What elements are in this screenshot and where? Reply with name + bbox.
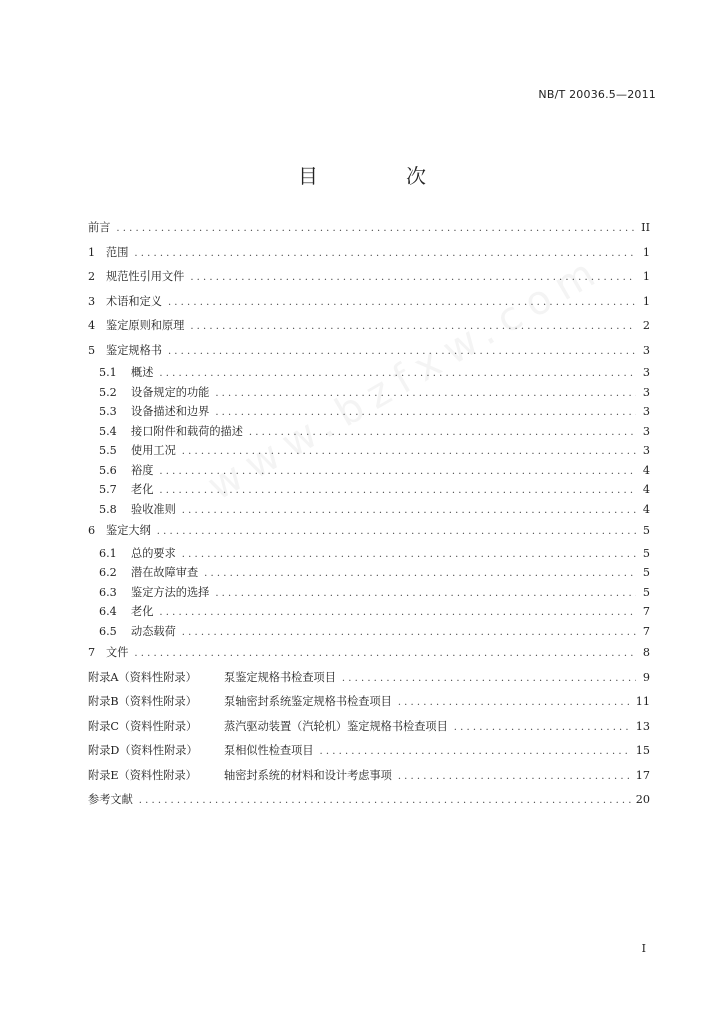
toc-entry[interactable]	[88, 383, 650, 403]
toc-dot-leader	[398, 691, 632, 716]
toc-entry-label: 裕度	[131, 463, 154, 477]
toc-entry-label: 验收准则	[131, 502, 176, 516]
toc-entry-page: 1	[642, 245, 650, 259]
toc-entry-label: 设备规定的功能	[131, 385, 210, 399]
toc-entry-page: 3	[642, 405, 650, 418]
page-number: I	[641, 942, 646, 955]
toc-dot-leader	[204, 564, 636, 584]
toc-entry-number: 6.3	[99, 585, 117, 599]
toc-entry[interactable]	[88, 290, 650, 315]
standard-code: NB/T 20036.5—2011	[538, 88, 656, 101]
toc-entry[interactable]	[88, 764, 650, 789]
toc-dot-leader	[215, 384, 636, 404]
toc-entry-label: 使用工况	[131, 444, 176, 457]
toc-entry-number: 5.1	[99, 366, 117, 379]
toc-entry-number: 2	[88, 270, 96, 283]
toc-dot-leader	[116, 217, 636, 242]
toc-entry-page: 3	[642, 424, 650, 438]
toc-entry-label: 泵轴密封系统鉴定规格书检查项目	[224, 695, 392, 708]
toc-dot-leader	[182, 442, 636, 462]
toc-entry-number: 6.5	[99, 624, 117, 638]
toc-entry[interactable]	[88, 641, 650, 666]
toc-dot-leader	[215, 584, 636, 604]
toc-entry[interactable]	[88, 241, 650, 266]
toc-entry-page: 11	[635, 695, 650, 708]
toc-entry-label: 总的要求	[131, 546, 176, 560]
toc-entry-number: 1	[88, 245, 96, 259]
toc-entry[interactable]	[88, 739, 650, 764]
toc-entry-number: 4	[88, 319, 96, 332]
toc-entry-label: 术语和定义	[106, 294, 162, 308]
toc-entry-number: 5.4	[99, 424, 117, 438]
toc-dot-leader	[159, 462, 636, 482]
toc-entry-number: 5.2	[99, 385, 117, 399]
toc-entry-label: 鉴定方法的选择	[131, 585, 210, 599]
toc-entry-label: 概述	[131, 366, 154, 379]
toc-entry-number: 5.5	[99, 444, 117, 457]
toc-dot-leader	[182, 545, 636, 565]
toc-entry-page: 15	[635, 744, 650, 757]
toc-entry[interactable]	[88, 622, 650, 642]
toc-entry[interactable]	[88, 422, 650, 442]
toc-entry-label: 动态载荷	[131, 624, 176, 638]
toc-entry[interactable]	[88, 563, 650, 583]
toc-entry-label: 老化	[131, 483, 154, 496]
toc-entry-page: 5	[642, 566, 650, 579]
toc-entry-number: 附录C（资料性附录）	[88, 719, 198, 733]
toc-entry-label: 老化	[131, 605, 154, 618]
toc-entry-number: 6.1	[99, 546, 117, 560]
toc-dot-leader	[168, 340, 636, 365]
toc-entry-label: 参考文献	[88, 793, 133, 806]
toc-entry-page: 3	[642, 385, 650, 399]
toc-entry[interactable]	[88, 461, 650, 481]
toc-entry-page: 1	[642, 270, 650, 283]
toc-entry-label: 文件	[106, 646, 129, 659]
toc-entry-label: 范围	[106, 245, 129, 259]
toc-entry[interactable]	[88, 544, 650, 564]
toc-entry-label: 泵鉴定规格书检查项目	[224, 670, 336, 684]
toc-entry[interactable]	[88, 715, 650, 740]
toc-entry-page: 5	[642, 524, 650, 537]
toc-entry[interactable]	[88, 363, 650, 383]
toc-dot-leader	[134, 642, 636, 667]
toc-entry-number: 3	[88, 294, 96, 308]
toc-entry-page: 3	[642, 366, 650, 379]
toc-entry-page: 4	[642, 502, 650, 516]
toc-entry-number: 附录B（资料性附录）	[88, 695, 197, 708]
toc-entry-page: 8	[642, 646, 650, 659]
toc-entry-number: 5.6	[99, 463, 117, 477]
toc-entry[interactable]	[88, 500, 650, 520]
toc-entry-page: 7	[642, 605, 650, 618]
toc-entry[interactable]	[88, 441, 650, 461]
toc-dot-leader	[159, 603, 636, 623]
toc-dot-leader	[320, 740, 632, 765]
toc-entry[interactable]	[88, 666, 650, 691]
toc-entry-label: 鉴定原则和原理	[106, 319, 185, 332]
toc-entry[interactable]	[88, 788, 650, 813]
toc-entry-number: 6.2	[99, 566, 117, 579]
toc-entry-page: 4	[642, 463, 650, 477]
toc-entry-page: 3	[642, 444, 650, 457]
toc-entry-number: 附录E（资料性附录）	[88, 768, 197, 782]
toc-dot-leader	[215, 403, 636, 423]
toc-entry-label: 蒸汽驱动装置（汽轮机）鉴定规格书检查项目	[224, 719, 448, 733]
toc-entry-label: 潜在故障审查	[131, 566, 199, 579]
toc-entry-page: 4	[642, 483, 650, 496]
toc-entry-page: 2	[642, 319, 650, 332]
toc-entry-page: 9	[642, 670, 650, 684]
toc-entry[interactable]	[88, 602, 650, 622]
page-title: 目 次	[298, 164, 460, 188]
toc-entry-label: 规范性引用文件	[106, 270, 185, 283]
toc-entry-page: II	[641, 221, 650, 234]
toc-dot-leader	[398, 765, 632, 790]
toc-entry-page: 17	[635, 768, 650, 782]
toc-entry-label: 泵相似性检查项目	[224, 744, 314, 757]
toc-entry-label: 设备描述和边界	[131, 405, 210, 418]
toc-entry[interactable]	[88, 314, 650, 339]
toc-entry[interactable]	[88, 690, 650, 715]
toc-dot-leader	[134, 242, 636, 267]
toc-dot-leader	[159, 364, 636, 384]
toc-entry-number: 6	[88, 524, 96, 537]
toc-entry-number: 6.4	[99, 605, 117, 618]
toc-entry-page: 20	[635, 793, 650, 806]
toc-entry-page: 1	[642, 294, 650, 308]
toc-entry-page: 7	[642, 624, 650, 638]
toc-dot-leader	[190, 315, 636, 340]
toc-entry-number: 5.3	[99, 405, 117, 418]
toc-dot-leader	[182, 501, 636, 521]
toc-dot-leader	[182, 623, 636, 643]
toc-entry-page: 3	[642, 343, 650, 357]
toc-dot-leader	[157, 520, 636, 545]
toc-dot-leader	[168, 291, 636, 316]
toc-entry-number: 5.8	[99, 502, 117, 516]
toc-entry-page: 5	[642, 585, 650, 599]
toc-entry-number: 5.7	[99, 483, 117, 496]
toc-entry-label: 前言	[88, 221, 111, 234]
toc-entry[interactable]	[88, 480, 650, 500]
toc-dot-leader	[159, 481, 636, 501]
toc-entry-label: 鉴定大纲	[106, 524, 151, 537]
toc-dot-leader	[342, 667, 636, 692]
toc-entry-number: 7	[88, 646, 96, 659]
toc-entry-page: 13	[635, 719, 650, 733]
table-of-contents	[88, 216, 650, 813]
toc-dot-leader	[454, 716, 632, 741]
toc-entry[interactable]	[88, 216, 650, 241]
toc-dot-leader	[190, 266, 636, 291]
toc-entry[interactable]	[88, 339, 650, 364]
toc-dot-leader	[139, 789, 632, 814]
toc-entry[interactable]	[88, 265, 650, 290]
toc-entry-number: 附录D（资料性附录）	[88, 744, 198, 757]
toc-entry-label: 鉴定规格书	[106, 343, 162, 357]
toc-entry-number: 5	[88, 343, 96, 357]
toc-entry-label: 轴密封系统的材料和设计考虑事项	[224, 768, 392, 782]
toc-entry[interactable]	[88, 519, 650, 544]
toc-entry-label: 接口附件和载荷的描述	[131, 424, 243, 438]
toc-dot-leader	[249, 423, 636, 443]
toc-entry[interactable]	[88, 402, 650, 422]
toc-entry-number: 附录A（资料性附录）	[88, 670, 197, 684]
toc-entry-page: 5	[642, 546, 650, 560]
toc-entry[interactable]	[88, 583, 650, 603]
